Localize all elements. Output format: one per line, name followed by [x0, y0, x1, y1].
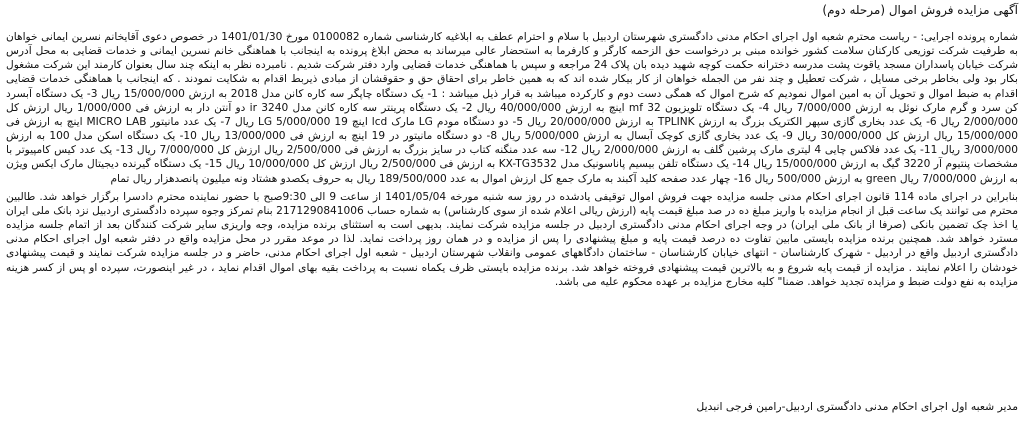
- auction-notice-page: [0, 2, 1024, 422]
- notice-title: آگهی مزایده فروش اموال (مرحله دوم): [822, 3, 1018, 17]
- notice-paragraph-auction-terms: بنابراین در اجرای ماده 114 قانون اجرای احکام مدنی جلسه مزایده جهت فروش اموال توقیفی یادشده در روز سه شنبه مورخه 1401/05/04 از ساعت 9 الی 9:30صبح با حضور نماینده محترم دادسرا برگزار خواهد شد. طالبین محترم می توانند یک ساعت قبل از انجام مزایده با واریز مبلغ ده در صد مبلغ قیمت پایه (ارزش ریالی اعلام شده از سوی کارشناس) به شماره حساب 2171290841006 بنام تمرکز وجوه سپرده دادگستری اردبیل نزد بانک ملی ایران یا اخذ چک تضمین بانکی (صرفا از بانک ملی ایران) در وجه اجرای احکام مدنی دادگستری اردبیل در جلسه مزایده شرکت نمایند. بدیهی است به استثنای برنده مزایده، وجه واریزی سایر شرکت کنندگان بعد از اتمام جلسه مزایده مسترد خواهد شد. همچنین برنده مزایده بایستی مابین تفاوت ده درصد قیمت پایه و مبلغ پیشنهادی را پس از مزایده و در همان روز پرداخت نماید. لذا در موعد مقرر در محل مزایده واقع در دفتر شعبه اول اجرای احکام مدنی دادگستری اردبیل واقع در اردبیل - شهرک کارشناسان - انتهای خیابان کارشناسان - ساختمان دادگاههای عمومی وانقلاب شهرستان اردبیل - شعبه اول اجرای احکام مدنی، حاضر و در جلسه مزایده شرکت نمایند و قیمت پیشنهادی خودشان را اعلام نمایند . مزایده از قیمت پایه شروع و به بالاترین قیمت پیشنهادی فروخته خواهد شد. برنده مزایده بایستی ظرف یکماه نسبت به پرداخت بقیه بهای اموال اقدام نماید ، در غیر اینصورت، سپرده او پس از کسر هزینه مزایده به نفع دولت ضبط و مزایده تجدید خواهد. ضمنا" کلیه مخارج مزایده بر عهده محکوم علیه می باشد.: [6, 190, 1018, 288]
- notice-signature: مدیر شعبه اول اجرای احکام مدنی دادگستری اردبیل-رامین فرجی انبدیل: [696, 400, 1018, 413]
- notice-paragraph-assets: شماره پرونده اجرایی: - ریاست محترم شعبه اول اجرای احکام مدنی دادگستری شهرستان اردبیل با سلام و احترام عطف به ابلاغیه کارشناسی شماره 0100082 مورخ 1401/01/30 در خصوص دعوی آقایخانم نسرین ایمانی خواهان به طرفیت شرکت توزیعی کارکنان سلامت کشور خوانده مبنی بر درخواست حق الزحمه کارگر و کارفرما به استحضار عالی میرساند به محض ابلاغ پرونده به اینجانب با هماهنگی خانم نسرین ایمانی و خدمات قضایی به محل آدرس شرکت خیابان پاسداران مسجد یاقوت پشت مدرسه دخترانه حکمت کوچه شهید دیده بان پلاک 24 مراجعه و سپس با هماهنگی خدمات قضایی وارد دفتر شرکت شدیم . نامبرده نظر به اینکه چند سال بعنوان کارمند این شرکت مشغول بکار بود ولی بخاطر برخی مسایل ، شرکت تعطیل و چند نفر من الجمله خواهان از کار بیکار شده اند که به همین خاطر برای احقاق حق و حقوقشان از مبادی ذیربط اقدام به شکایت نمودند . که اینجانب با هماهنگی خدمات قضایی اقدام به ضبط اموال و تحویل آن به امین اموال نمودیم که شرح اموال که همگی دست دوم و کارکرده میباشد به قرار ذیل میباشد : 1- یک دستگاه چاپگر سه کاره کانن مدل 2018 به ارزش 15/000/000 ریال 3- یک دستگاه آبسرد کن سرد و گرم مارک نوئل به ارزش 7/000/000 ریال 4- یک دستگاه تلویزیون 32 mf اینچ به ارزش 40/000/000 ریال 2- یک دستگاه پرینتر سه کاره کانن مدل 3240 ir دو آنتن دار به ارزش فی 1/000/000 ریال ارزش کل 2/000/000 ریال 6- یک عدد بخاری گازی سپهر الکتریک بزرگ به ارزش TPLINK به ارزش 20/000/000 ریال 5- دو دستگاه مودم LG مارک lcd اینچ 19 LG 5/000/000 ریال 7- یک عدد مانیتور MICRO LAB اینچ به ارزش فی 15/000/000 ریال ارزش کل 30/000/000 ریال 9- یک عدد بخاری گازی کوچک آبسال به ارزش 5/000/000 ریال 8- دو دستگاه مانیتور در 19 اینچ به ارزش فی 13/000/000 ریال 10- یک دستگاه اسکن مدل 100 به ارزش 3/000/000 ریال 11- یک عدد فلاکس چایی 4 لیتری مارک پرشین گلف به ارزش 2/000/000 ریال 12- سه عدد منگنه کتاب در سایز بزرگ به ارزش فی 2/500/000 ریال ارزش کل 7/000/000 ریال 13- یک عدد کیس کامپیوتر با مشخصات پنتیوم آر 3220 گیگ به ارزش 15/000/000 ریال 14- یک دستگاه تلفن بیسیم پاناسونیک مدل KX-TG3532 به ارزش فی 2/500/000 ریال ارزش کل 10/000/000 ریال 15- یک دستگاه گیرنده دیجیتال مارک ایکس ویژن به ارزش 7/000/000 ریال green به ارزش 500/000 ریال 16- چهار عدد صفحه کلید آکبند به مارک جمع کل ارزش اموال به عدد 189/500/000 ریال به حروف یکصدو هشتاد ونه میلیون پانصدهزار ریال تمام: [6, 31, 1018, 185]
